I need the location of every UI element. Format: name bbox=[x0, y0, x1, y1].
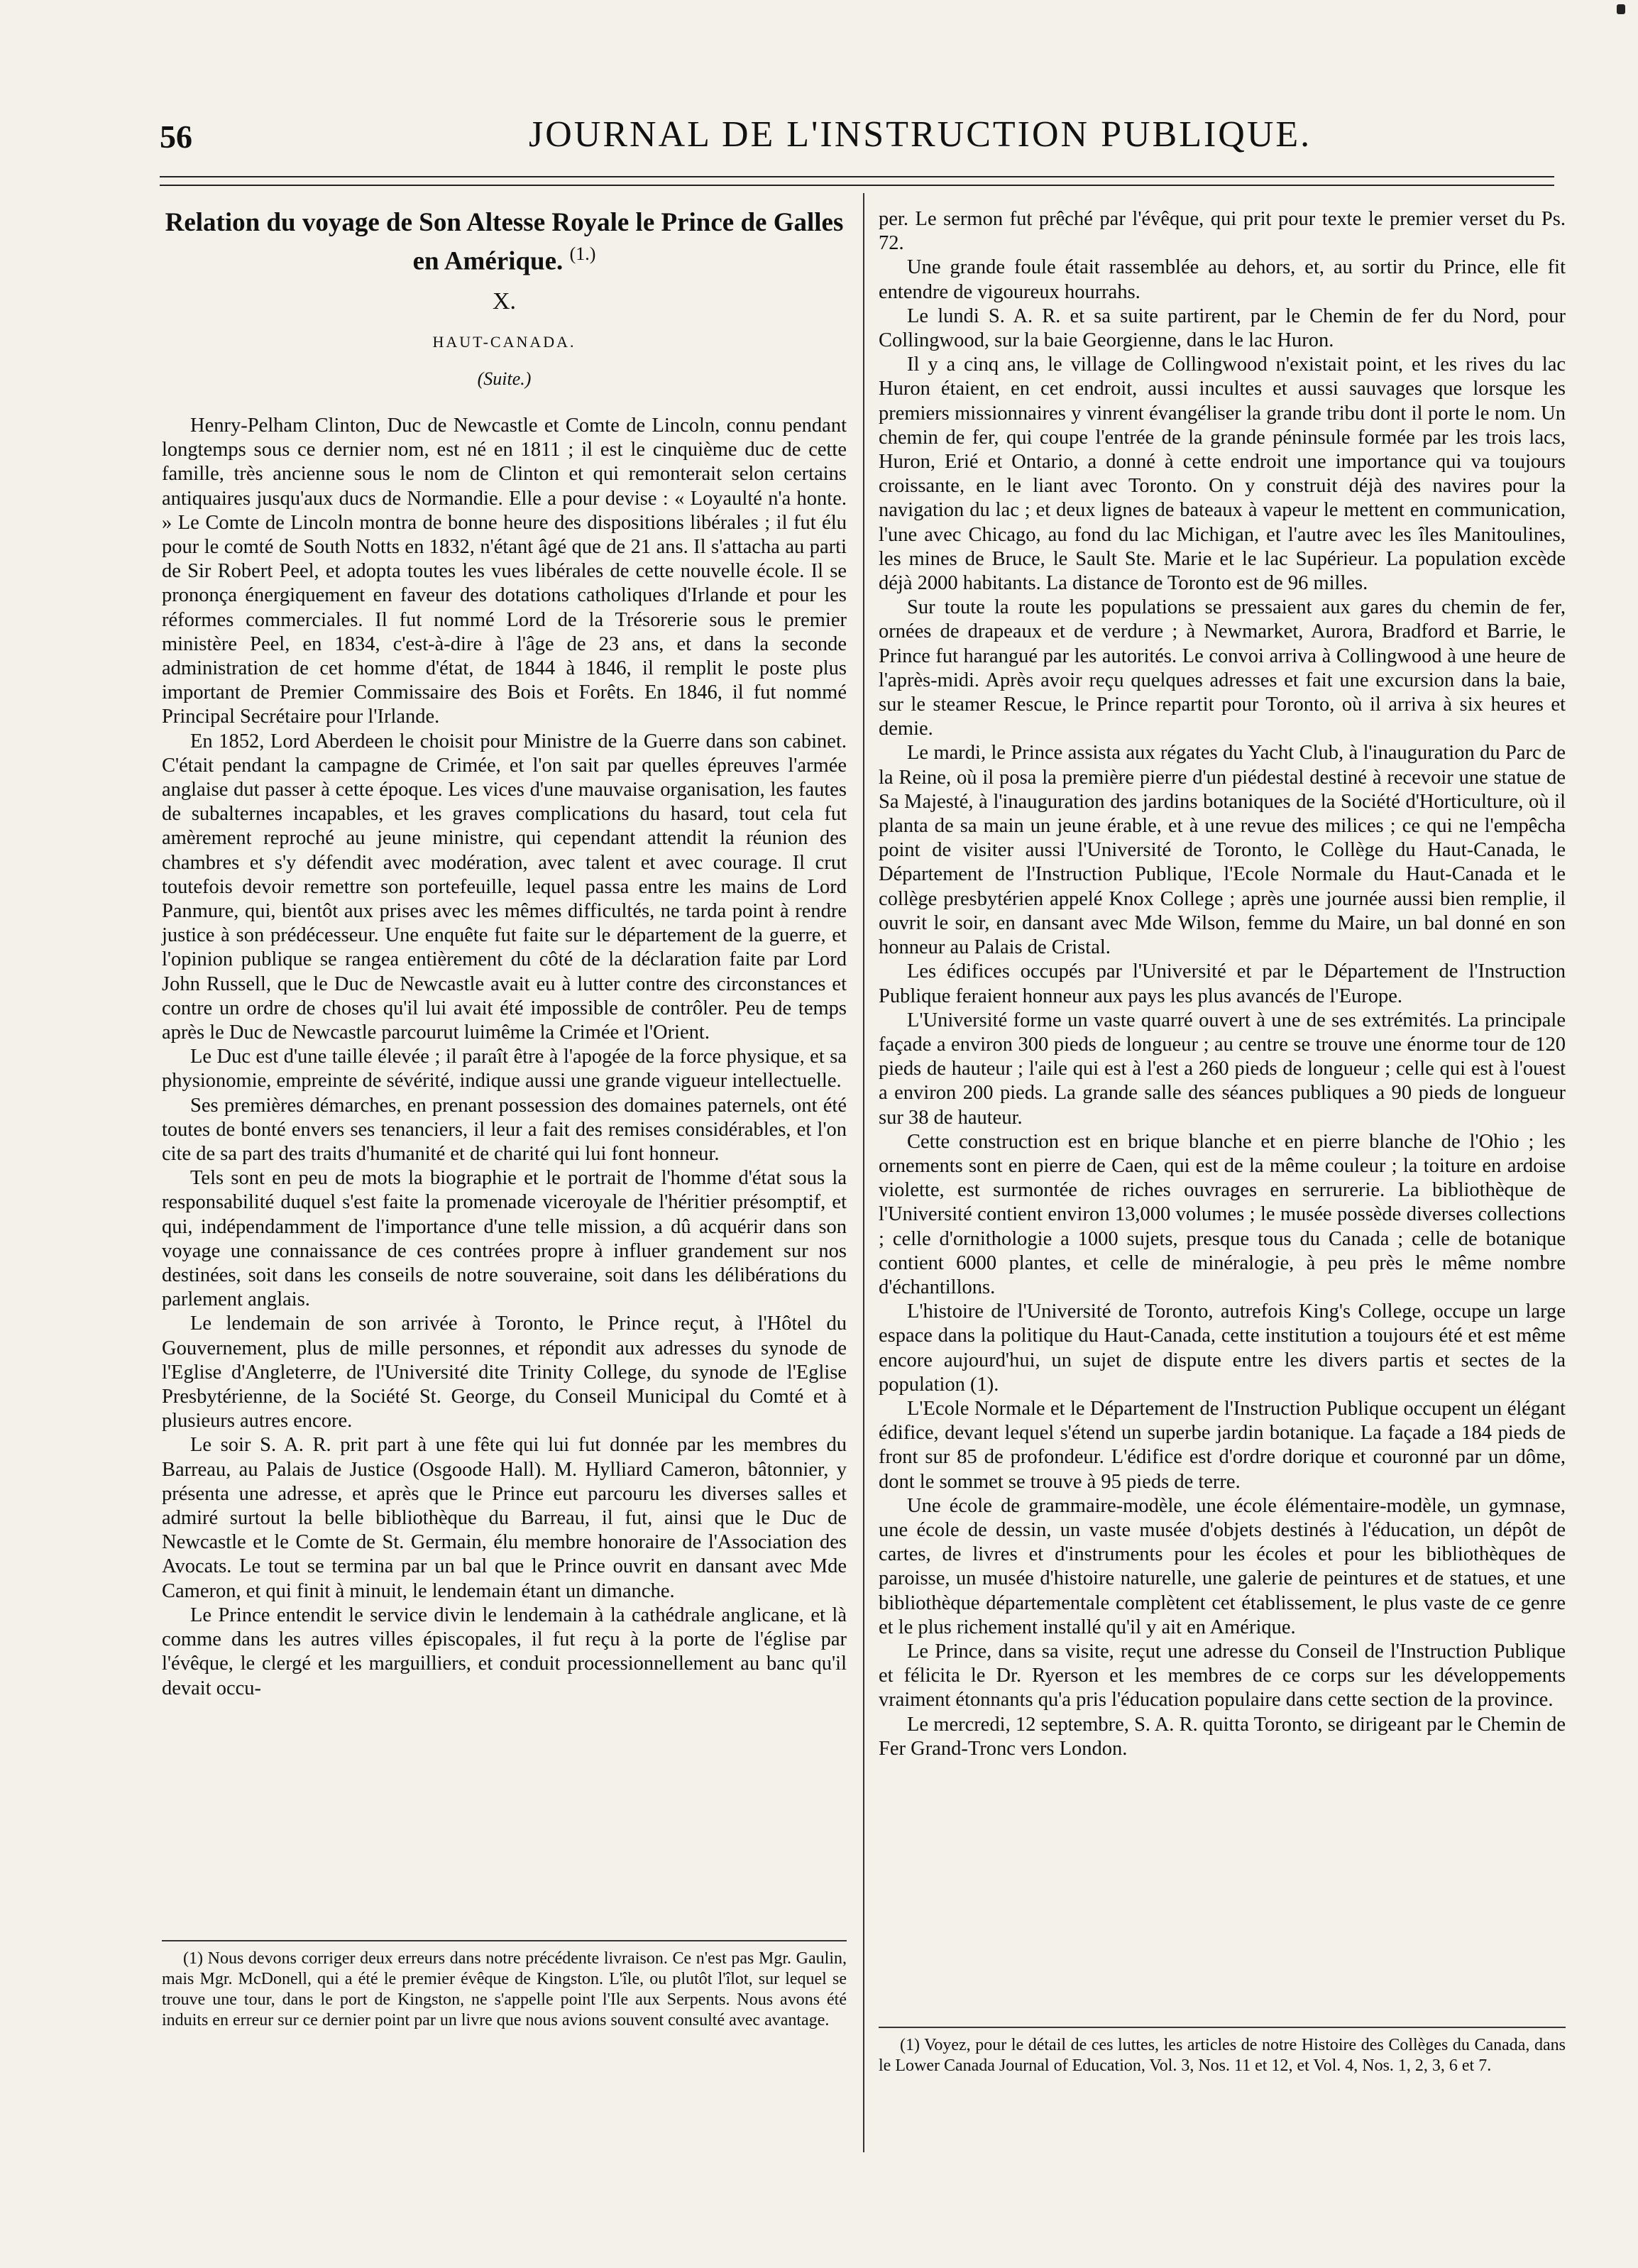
right-footnote-text: (1) Voyez, pour le détail de ces luttes, les articles de notre Histoire des Collèges du Canada, dans le Lower Canada Journal of Education, Vol. 3, Nos. 11 et 12, et Vol. 4, Nos. 1, 2, 3, 6 et 7. bbox=[879, 2036, 1566, 2075]
page-header bbox=[160, 114, 1579, 163]
paragraph: En 1852, Lord Aberdeen le choisit pour Ministre de la Guerre dans son cabinet. C'était pendant la campagne de Crimée, et l'on sait par quelles épreuves l'armée anglaise dut passer à cette époque. Les vices d'une mauvaise organisation, les fautes de subalternes incapables, et les graves complications du hasard, tout cela fut amèrement reproché au jeune ministre, qui cependant attendit la réunion des chambres et s'y défendit avec modération, avec talent et avec courage. Il crut toutefois devoir remettre son portefeuille, lequel passa entre les mains de Lord Panmure, qui, bientôt aux prises avec les mêmes difficultés, ne tarda point à rendre justice à son prédécesseur. Une enquête fut faite sur le département de la guerre, et l'opinion publique se rangea entièrement du côté de la déclaration faite par Lord John Russell, que le Duc de Newcastle avait eu à lutter contre des circonstances et contre un ordre de choses qu'il lui avait été impossible de contrôler. Peu de temps après le Duc de Newcastle parcourut luimême la Crimée et l'Orient. bbox=[162, 730, 847, 1044]
paragraph: L'histoire de l'Université de Toronto, autrefois King's College, occupe un large espace dans la politique du Haut-Canada, cette institution a toujours été et est même encore aujourd'hui, un sujet de dispute entre les divers partis et sectes de la population (1). bbox=[879, 1300, 1566, 1396]
paragraph: per. Le sermon fut prêché par l'évêque, qui prit pour texte le premier verset du Ps. 72. bbox=[879, 208, 1566, 255]
column-divider bbox=[863, 193, 864, 2152]
corner-blot bbox=[1617, 4, 1625, 14]
section-number: X. bbox=[492, 288, 517, 315]
paragraph: Le lundi S. A. R. et sa suite partirent, par le Chemin de fer du Nord, pour Collingwood, sur la baie Georgienne, dans le lac Huron. bbox=[879, 305, 1566, 352]
paragraph: Tels sont en peu de mots la biographie et le portrait de l'homme d'état sous la responsabilité duquel s'est faite la promenade viceroyale de l'héritier présomptif, et qui, indépendamment de l'importance d'une telle mission, a dû acquérir dans son voyage une connaissance de ces contrées propre à influer grandement sur nos destinées, soit dans les conseils de notre souveraine, soit dans les délibérations du parlement anglais. bbox=[162, 1167, 847, 1311]
paragraph: Une école de grammaire-modèle, une école élémentaire-modèle, un gymnase, une école de dessin, un vaste musée d'objets destinés à l'éducation, un dépôt de cartes, de livres et d'instruments pour les écoles et pour les bibliothèques de paroisse, un musée d'histoire naturelle, une galerie de peintures et de statues, et une bibliothèque départementale complètent cet établissement, le plus vaste de ce genre et le plus richement installé qu'il y ait en Amérique. bbox=[879, 1494, 1566, 1638]
paragraph: L'Ecole Normale et le Département de l'Instruction Publique occupent un élégant édifice, devant lequel s'étend un superbe jardin botanique. La façade a 184 pieds de front sur 85 de profondeur. L'édifice est d'ordre dorique et couronné par un dôme, dont le sommet se trouve à 95 pieds de terre. bbox=[879, 1397, 1566, 1493]
paragraph: Le lendemain de son arrivée à Toronto, le Prince reçut, à l'Hôtel du Gouvernement, plus de mille personnes, et répondit aux adresses du synode de l'Eglise d'Angleterre, de l'Université dite Trinity College, du synode de l'Eglise Presbytérienne, de la Société St. George, du Conseil Municipal du Comté et à plusieurs autres encore. bbox=[162, 1313, 847, 1432]
right-column-body bbox=[879, 207, 1566, 1761]
article-title bbox=[162, 207, 847, 277]
paragraph: Le mardi, le Prince assista aux régates du Yacht Club, à l'inauguration du Parc de la Reine, où il posa la première pierre d'un piédestal destiné à recevoir une statue de Sa Majesté, à l'inauguration des jardins botaniques de la Société d'Horticulture, où il planta de sa main un jeune érable, et à une revue des milices ; ce qui ne l'empêcha point de visiter aussi l'Université de Toronto, le Collège du Haut-Canada, le Département de l'Instruction Publique, l'Ecole Normale du Haut-Canada et le collège presbytérien appelé Knox College ; après une journée aussi bien remplie, il ouvrit le soir, en dansant avec Mde Wilson, femme du Maire, un bal donné en son honneur au Palais de Cristal. bbox=[879, 742, 1566, 959]
left-column-body bbox=[162, 414, 847, 1701]
paragraph: Sur toute la route les populations se pressaient aux gares du chemin de fer, ornées de drapeaux et de verdure ; à Newmarket, Aurora, Bradford et Barrie, le Prince fut harangué par les autorités. Le convoi arriva à Collingwood à une heure de l'après-midi. Après avoir reçu quelques adresses et fait une excursion dans la baie, sur le steamer Rescue, le Prince repartit pour Toronto, où il arriva à six heures et demie. bbox=[879, 596, 1566, 740]
paragraph: Une grande foule était rassemblée au dehors, et, au sortir du Prince, elle fit entendre de vigoureux hourrahs. bbox=[879, 256, 1566, 303]
paragraph: Le Prince, dans sa visite, reçut une adresse du Conseil de l'Instruction Publique et félicita le Dr. Ryerson et les membres de ce corps sur les développements vraiment étonnants qu'a pris l'éducation populaire dans cette section de la province. bbox=[879, 1640, 1566, 1711]
article-title-text: Relation du voyage de Son Altesse Royale le Prince de Galles en Amérique. bbox=[165, 208, 844, 276]
paragraph: Cette construction est en brique blanche et en pierre blanche de l'Ohio ; les ornements sont en pierre de Caen, qui est de la même couleur ; la toiture en ardoise violette, est surmontée de riches ouvrages en serrurerie. La bibliothèque de l'Université contient environ 13,000 volumes ; le musée possède diverses collections ; celle d'ornithologie a 1000 sujets, presque tous du Canada ; celle de botanique contient 6000 plantes, et celle de minéralogie, à peu près le même nombre d'échantillons. bbox=[879, 1130, 1566, 1298]
left-column bbox=[162, 207, 847, 1701]
paragraph: Les édifices occupés par l'Université et par le Département de l'Instruction Publique feraient honneur aux pays les plus avancés de l'Europe. bbox=[879, 960, 1566, 1007]
paragraph: Le mercredi, 12 septembre, S. A. R. quitta Toronto, se dirigeant par le Chemin de Fer Grand-Tronc vers London. bbox=[879, 1713, 1566, 1760]
continuation-label: (Suite.) bbox=[477, 368, 532, 389]
paragraph: Le Prince entendit le service divin le lendemain à la cathédrale anglicane, et là comme dans les autres villes épiscopales, il fut reçu à la porte de l'église par l'évêque, le clergé et les marguilliers, et conduit processionnellement au banc qu'il devait occu- bbox=[162, 1604, 847, 1699]
article-note-ref: (1.) bbox=[569, 243, 596, 264]
journal-title: JOURNAL DE L'INSTRUCTION PUBLIQUE. bbox=[529, 114, 1312, 155]
left-footnote-text: (1) Nous devons corriger deux erreurs dans notre précédente livraison. Ce n'est pas Mgr. Gaulin, mais Mgr. McDonell, qui a été le premier évêque de Kingston. L'île, ou plutôt l'îlot, sur lequel se trouve une tour, dans le port de Kingston, ne s'appelle point l'Ile aux Serpents. Nous avons été induits en erreur sur ce dernier point par un livre que nous avions souvent consulté avec avantage. bbox=[162, 1949, 847, 2029]
right-footnote bbox=[879, 2035, 1566, 2076]
left-footnote bbox=[162, 1949, 847, 2031]
paragraph: Le soir S. A. R. prit part à une fête qui lui fut donnée par les membres du Barreau, au Palais de Justice (Osgoode Hall). M. Hylliard Cameron, bâtonnier, y présenta une adresse, et après que le Prince eut parcouru les diverses salles et admiré surtout la belle bibliothèque du Barreau, il fut, ainsi que le Duc de Newcastle et le Comte de St. Germain, élu membre honoraire de l'Association des Avocats. Le tout se termina par un bal que le Prince ouvrit en dansant avec Mde Cameron, et qui finit à minuit, le lendemain étant un dimanche. bbox=[162, 1434, 847, 1602]
paragraph: L'Université forme un vaste quarré ouvert à une de ses extrémités. La principale façade a environ 300 pieds de longueur ; au centre se trouve une énorme tour de 120 pieds de hauteur ; l'aile qui est à l'est a 260 pieds de longueur ; celle qui est à l'ouest a environ 200 pieds. La grande salle des séances publiques a 90 pieds de longueur sur 38 de hauteur. bbox=[879, 1009, 1566, 1129]
right-column bbox=[879, 207, 1566, 1761]
right-footnote-rule bbox=[879, 2027, 1566, 2028]
section-title: HAUT-CANADA. bbox=[432, 332, 576, 351]
page-number: 56 bbox=[160, 119, 192, 155]
paragraph: Ses premières démarches, en prenant possession des domaines paternels, ont été toutes de bonté envers ses tenanciers, il leur a fait des remises considérables, et l'on cite de sa part des traits d'humanité et de charité qui lui font honneur. bbox=[162, 1094, 847, 1166]
paragraph: Il y a cinq ans, le village de Collingwood n'existait point, et les rives du lac Huron étaient, en cet endroit, aussi incultes et aussi sauvages que lorsque les premiers missionnaires y vinrent évangéliser la grande tribu dont il porte le nom. Un chemin de fer, qui coupe l'entrée de la grande péninsule formée par les trois lacs, Huron, Erié et Ontario, a donné à cette endroit une importance qui va toujours croissante, en le liant avec Toronto. On y construit déjà des navires pour la navigation du lac ; et deux lignes de bateaux à vapeur le mettent en communication, l'une avec Chicago, au fond du lac Michigan, et l'autre avec les îles Manitoulines, les mines de Bruce, le Sault Ste. Marie et le lac Supérieur. La population excède déjà 2000 habitants. La distance de Toronto est de 96 milles. bbox=[879, 354, 1566, 595]
paragraph: Henry-Pelham Clinton, Duc de Newcastle et Comte de Lincoln, connu pendant longtemps sous ce dernier nom, est né en 1811 ; il est le cinquième duc de cette famille, très ancienne sous le nom de Clinton et qui remonterait selon certains antiquaires jusqu'aux ducs de Normandie. Elle a pour devise : « Loyaulté n'a honte. » Le Comte de Lincoln montra de bonne heure des dispositions libérales ; il fut élu pour le comté de South Notts en 1832, n'étant âgé que de 21 ans. Il s'attacha au parti de Sir Robert Peel, et adopta toutes les vues libérales de cette nouvelle école. Il se prononça énergiquement en faveur des dotations catholiques d'Irlande et pour les réformes commerciales. Il fut nommé Lord de la Trésorerie sous le premier ministère Peel, en 1834, c'est-à-dire à l'âge de 23 ans, et dans la seconde administration de cet homme d'état, de 1844 à 1846, il remplit le poste plus important de Premier Commissaire des Bois et Forêts. En 1846, il fut nommé Principal Secrétaire pour l'Irlande. bbox=[162, 414, 847, 728]
paragraph: Le Duc est d'une taille élevée ; il paraît être à l'apogée de la force physique, et sa physionomie, empreinte de sévérité, indique aussi une grande vigueur intellectuelle. bbox=[162, 1046, 847, 1092]
left-footnote-rule bbox=[162, 1940, 847, 1941]
header-rule bbox=[160, 176, 1554, 186]
